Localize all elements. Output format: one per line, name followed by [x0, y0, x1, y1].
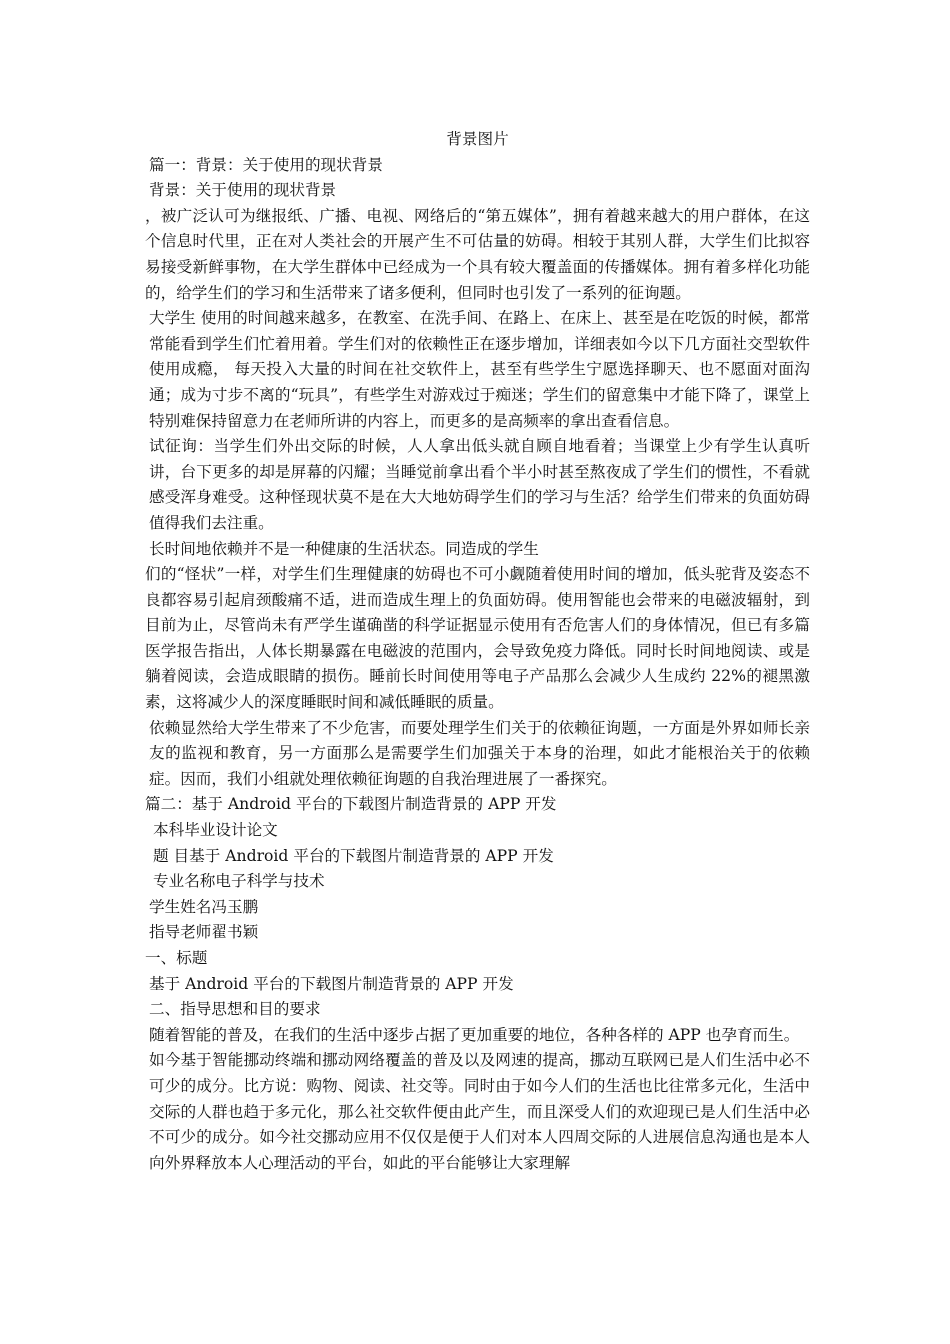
paragraph: 指导老师翟书颖	[149, 923, 259, 942]
paragraph: 专业名称电子科学与技术	[153, 872, 325, 891]
paragraph: 随着智能的普及，在我们的生活中逐步占据了更加重要的地位，各种各样的 APP 也孕育而生。	[149, 1025, 800, 1044]
paragraph: 们的“怪状”一样，对学生们生理健康的妨碍也不可小觑随着使用时间的增加，低头驼背及姿态不良都容易引起肩颈酸痛不适，进而造成生理上的负面妨碍。使用智能也会带来的电磁波辐射，到目前为止，尽管尚未有严学生谨确凿的科学证据显示使用有否危害人们的身体情况，但已有多篇医学报告指出，人体长期暴露在电磁波的范围内，会导致免疫力降低。同时长时间地阅读、或是躺着阅读，会造成眼睛的损伤。睡前长时间使用等电子产品那么会减少人生成约 22%的褪黑激素，这将减少人的深度睡眠时间和减低睡眠的质量。	[145, 565, 810, 712]
paragraph: 大学生 使用的时间越来越多，在教室、在洗手间、在路上、在床上、甚至是在吃饭的时候，都常常能看到学生们忙着用着。学生们对的依赖性正在逐步增加，详细表如今以下几方面社交型软件使用成瘾， 每天投入大量的时间在社交软件上，甚至有些学生宁愿选择聊天、也不愿面对面沟通；成为寸步不离的“玩具”，有些学生对游戏过于痴迷；学生们的留意集中才能下降了，课堂上特别难保持留意力在老师所讲的内容上，而更多的是高频率的拿出查看信息。	[149, 309, 810, 430]
document-body	[145, 153, 810, 1177]
paragraph: 一、标题	[145, 949, 208, 967]
paragraph: 本科毕业设计论文	[153, 821, 278, 840]
document-page	[145, 127, 810, 1176]
paragraph: 长时间地依赖并不是一种健康的生活状态。同造成的学生	[149, 539, 539, 558]
paragraph: 背景：关于使用的现状背景	[149, 181, 337, 200]
paragraph: 依赖显然给大学生带来了不少危害，而要处理学生们关于的依赖征询题，一方面是外界如师长亲友的监视和教育，另一方面那么是需要学生们加强关于本身的治理，如此才能根治关于的依赖症。因而，我们小组就处理依赖征询题的自我治理进展了一番探究。	[149, 718, 810, 788]
paragraph: 如今基于智能挪动终端和挪动网络覆盖的普及以及网速的提高，挪动互联网已是人们生活中必不可少的成分。比方说：购物、阅读、社交等。同时由于如今人们的生活也比往常多元化，生活中交际的人群也趋于多元化，那么社交软件便由此产生，而且深受人们的欢迎现已是人们生活中必不可少的成分。如今社交挪动应用不仅仅是便于人们对本人四周交际的人进展信息沟通也是本人向外界释放本人心理活动的平台，如此的平台能够让大家理解	[149, 1051, 810, 1172]
paragraph: 篇二：基于 Android 平台的下载图片制造背景的 APP 开发	[145, 795, 557, 814]
paragraph: 基于 Android 平台的下载图片制造背景的 APP 开发	[149, 974, 514, 993]
document-title: 背景图片	[446, 130, 509, 148]
paragraph: 试征询：当学生们外出交际的时候，人人拿出低头就自顾自地看着；当课堂上少有学生认真听讲，台下更多的却是屏幕的闪耀；当睡觉前拿出看个半小时甚至熬夜成了学生们的惯性，不看就感受浑身难受。这种怪现状莫不是在大大地妨碍学生们的学习与生活？给学生们带来的负面妨碍值得我们去注重。	[149, 437, 810, 532]
paragraph: ，被广泛认可为继报纸、广播、电视、网络后的“第五媒体”，拥有着越来越大的用户群体，在这个信息时代里，正在对人类社会的开展产生不可估量的妨碍。相较于其别人群，大学生们比拟容易接受新鲜事物，在大学生群体中已经成为一个具有较大覆盖面的传播媒体。拥有着多样化功能的，给学生们的学习和生活带来了诸多便利，但同时也引发了一系列的征询题。	[145, 206, 810, 302]
paragraph: 二、指导思想和目的要求	[149, 1000, 321, 1019]
paragraph: 篇一：背景：关于使用的现状背景	[149, 155, 383, 174]
paragraph: 学生姓名冯玉鹏	[149, 897, 259, 916]
paragraph: 题 目基于 Android 平台的下载图片制造背景的 APP 开发	[153, 846, 554, 865]
